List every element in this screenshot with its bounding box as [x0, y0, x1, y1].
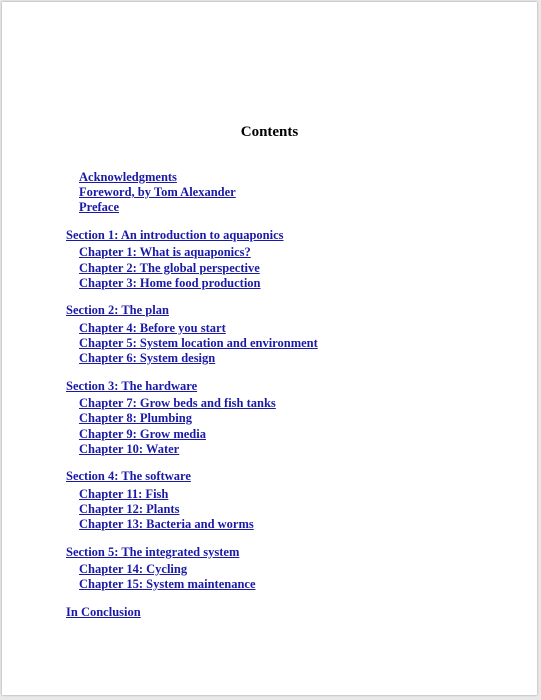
page-title: Contents — [240, 124, 299, 140]
toc-link-chapter-8[interactable]: Chapter 8: Plumbing — [79, 411, 192, 425]
toc-link-chapter-11[interactable]: Chapter 11: Fish — [79, 487, 169, 501]
toc-link-section-1[interactable]: Section 1: An introduction to aquaponics — [66, 228, 284, 242]
document-page — [2, 2, 537, 695]
toc-link-chapter-4[interactable]: Chapter 4: Before you start — [79, 321, 226, 335]
toc-link-chapter-13[interactable]: Chapter 13: Bacteria and worms — [79, 517, 254, 531]
toc-link-chapter-10[interactable]: Chapter 10: Water — [79, 442, 180, 456]
toc-link-section-2[interactable]: Section 2: The plan — [66, 303, 169, 317]
toc-link-section-5[interactable]: Section 5: The integrated system — [66, 545, 240, 559]
toc-link-preface[interactable]: Preface — [79, 200, 120, 214]
toc-link-chapter-1[interactable]: Chapter 1: What is aquaponics? — [79, 245, 251, 259]
toc-link-chapter-3[interactable]: Chapter 3: Home food production — [79, 276, 261, 290]
toc-link-chapter-14[interactable]: Chapter 14: Cycling — [79, 562, 188, 576]
toc-link-chapter-15[interactable]: Chapter 15: System maintenance — [79, 577, 256, 591]
toc-link-chapter-6[interactable]: Chapter 6: System design — [79, 351, 216, 365]
toc-link-section-4[interactable]: Section 4: The software — [66, 469, 191, 483]
toc-link-in-conclusion[interactable]: In Conclusion — [66, 605, 141, 619]
toc-link-chapter-12[interactable]: Chapter 12: Plants — [79, 502, 180, 516]
toc-link-chapter-5[interactable]: Chapter 5: System location and environment — [79, 336, 318, 350]
toc-link-chapter-9[interactable]: Chapter 9: Grow media — [79, 427, 206, 441]
toc-link-foreword[interactable]: Foreword, by Tom Alexander — [79, 185, 236, 199]
toc-link-section-3[interactable]: Section 3: The hardware — [66, 379, 198, 393]
toc-link-chapter-7[interactable]: Chapter 7: Grow beds and fish tanks — [79, 396, 276, 410]
toc-link-chapter-2[interactable]: Chapter 2: The global perspective — [79, 261, 260, 275]
toc-link-acknowledgments[interactable]: Acknowledgments — [79, 170, 177, 184]
